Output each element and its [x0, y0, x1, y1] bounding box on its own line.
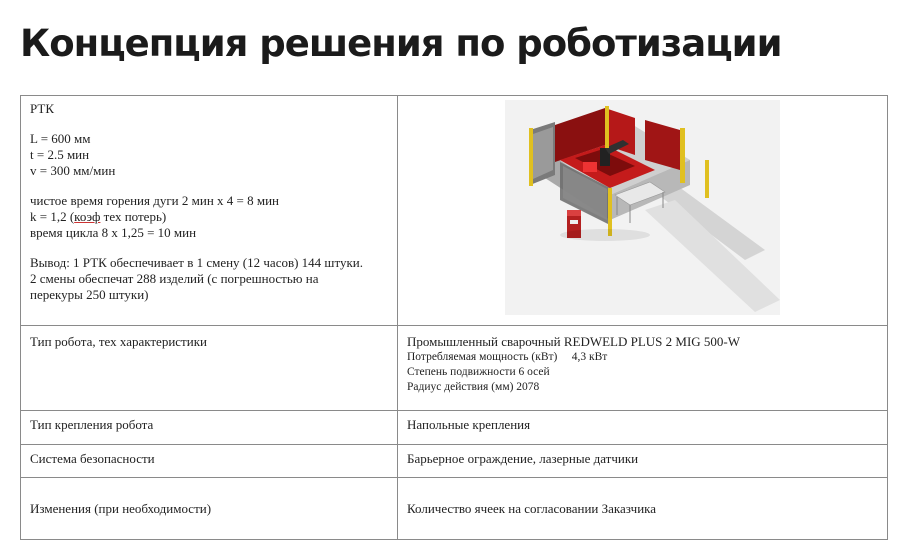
calculation-cell [21, 96, 398, 326]
robot-type-value [398, 326, 888, 411]
robotic-welding-cell-illustration [505, 100, 780, 315]
page-title: Концепция решения по роботизации [20, 22, 782, 65]
image-cell [398, 96, 888, 326]
changes-value: Количество ячеек на согласовании Заказчика [398, 478, 888, 540]
robot-type-label: Тип робота, тех характеристики [21, 326, 398, 411]
mount-type-label: Тип крепления робота [21, 411, 398, 445]
robot-model: Промышленный сварочный REDWELD PLUS 2 MIG 500-W [407, 334, 741, 349]
table-row [21, 326, 888, 411]
spec-axes: Степень подвижности 6 осей [407, 366, 550, 378]
solution-table [20, 95, 888, 540]
calc-speed: v = 300 мм/мин [30, 163, 116, 178]
mount-type-value: Напольные крепления [398, 411, 888, 445]
calc-k-coefficient: k = 1,2 (коэф тех потерь) [30, 209, 167, 224]
calc-time: t = 2.5 мин [30, 147, 90, 162]
safety-system-value: Барьерное ограждение, лазерные датчики [398, 445, 888, 478]
safety-system-label: Система безопасности [21, 445, 398, 478]
calc-heading: РТК [30, 101, 55, 116]
spec-power: Потребляемая мощность (кВт) 4,3 кВт [407, 351, 608, 363]
table-row [21, 96, 888, 326]
table-row [21, 478, 888, 540]
table-row [21, 445, 888, 478]
calc-conclusion-2: 2 смены обеспечат 288 изделий (с погрешностью на [30, 271, 319, 286]
calc-burn-time: чистое время горения дуги 2 мин х 4 = 8 мин [30, 193, 280, 208]
calc-length: L = 600 мм [30, 131, 91, 146]
table-row [21, 411, 888, 445]
changes-label: Изменения (при необходимости) [21, 478, 398, 540]
calc-cycle-time: время цикла 8 х 1,25 = 10 мин [30, 225, 197, 240]
spec-radius: Радиус действия (мм) 2078 [407, 381, 540, 393]
calc-conclusion-3: перекуры 250 штуки) [30, 287, 149, 302]
calc-conclusion-1: Вывод: 1 РТК обеспечивает в 1 смену (12 часов) 144 штуки. [30, 255, 363, 270]
